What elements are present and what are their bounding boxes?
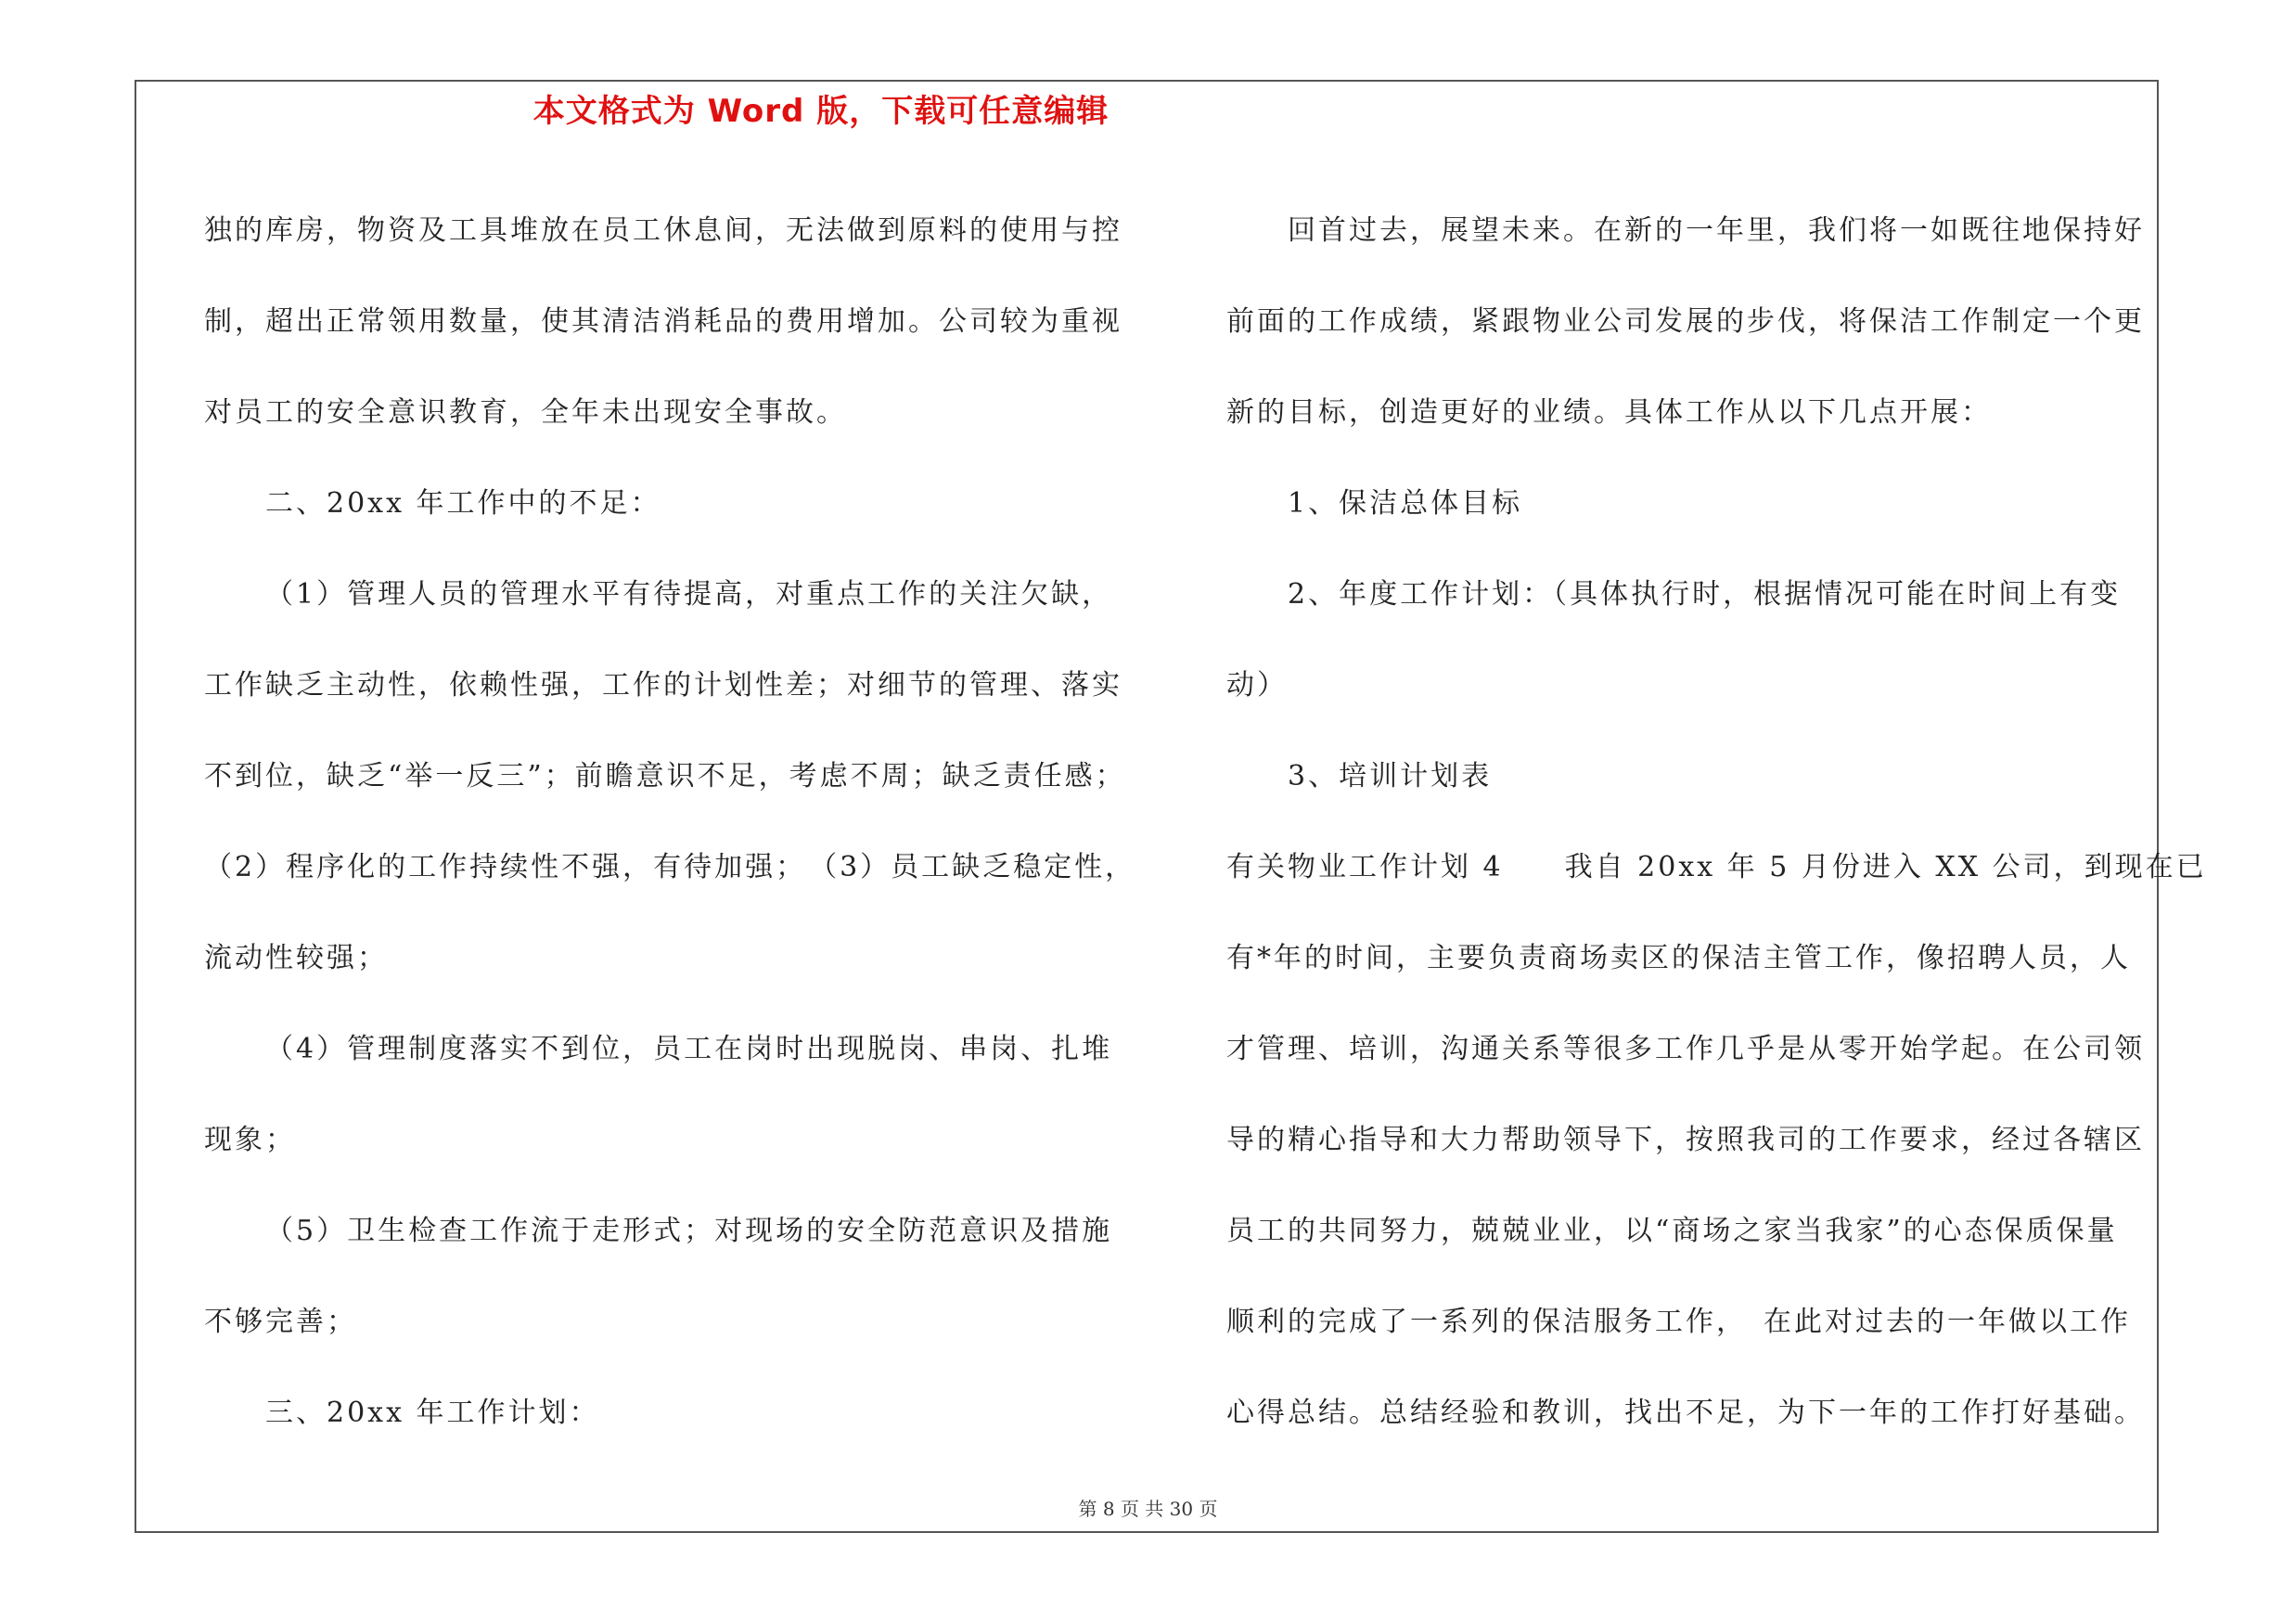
right-text-column [1226, 186, 2207, 1459]
right-column-text-line: 才管理、培训，沟通关系等很多工作几乎是从零开始学起。在公司领 [1226, 1033, 2145, 1065]
left-column-text-line: 独的库房，物资及工具堆放在员工休息间，无法做到原料的使用与控 [204, 214, 1122, 247]
left-column-text-line: 三、20xx 年工作计划： [265, 1397, 600, 1429]
left-column-text-line: 现象； [204, 1124, 296, 1156]
right-column-text-line: 员工的共同努力，兢兢业业，以“商场之家当我家”的心态保质保量 [1226, 1215, 2118, 1247]
left-column-text-line: 二、20xx 年工作中的不足： [265, 487, 661, 520]
right-column-text-line: 顺利的完成了一系列的保洁服务工作， 在此对过去的一年做以工作 [1226, 1306, 2131, 1338]
page-number-footer: 第 8 页 共 30 页 [1078, 1498, 1218, 1520]
right-column-text-line: 心得总结。总结经验和教训，找出不足，为下一年的工作打好基础。 [1226, 1397, 2145, 1429]
right-column-text-line: 3、培训计划表 [1288, 760, 1493, 792]
left-column-text-line: （5）卫生检查工作流于走形式；对现场的安全防范意识及措施 [265, 1215, 1113, 1247]
right-column-text-line: 新的目标，创造更好的业绩。具体工作从以下几点开展： [1226, 396, 1992, 429]
left-column-text-line: 不够完善； [204, 1306, 357, 1338]
right-column-text-line: 导的精心指导和大力帮助领导下，按照我司的工作要求，经过各辖区 [1226, 1124, 2145, 1156]
left-column-text-line: （4）管理制度落实不到位，员工在岗时出现脱岗、串岗、扎堆 [265, 1033, 1113, 1065]
left-column-text-line: 制，超出正常领用数量，使其清洁消耗品的费用增加。公司较为重视 [204, 305, 1122, 338]
left-column-text-line: 不到位，缺乏“举一反三”；前瞻意识不足，考虑不周；缺乏责任感； [204, 760, 1126, 792]
left-column-text-line: 对员工的安全意识教育，全年未出现安全事故。 [204, 396, 847, 429]
right-column-text-line: 有*年的时间，主要负责商场卖区的保洁主管工作，像招聘人员，人 [1226, 942, 2131, 974]
right-column-text-line: 前面的工作成绩，紧跟物业公司发展的步伐，将保洁工作制定一个更 [1226, 305, 2145, 338]
word-format-banner: 本文格式为 Word 版，下载可任意编辑 [532, 93, 1110, 130]
left-column-text-line: （2）程序化的工作持续性不强，有待加强； （3）员工缺乏稳定性， [204, 851, 1136, 883]
left-text-column [204, 186, 1141, 1459]
right-column-text-line: 2、年度工作计划：（具体执行时，根据情况可能在时间上有变 [1288, 578, 2122, 611]
right-column-text-line: 有关物业工作计划 4 我自 20xx 年 5 月份进入 XX 公司，到现在已 [1226, 851, 2207, 883]
right-column-text-line: 1、保洁总体目标 [1288, 487, 1523, 520]
right-column-text-line: 回首过去，展望未来。在新的一年里，我们将一如既往地保持好 [1288, 214, 2145, 247]
left-column-text-line: （1）管理人员的管理水平有待提高，对重点工作的关注欠缺， [265, 578, 1113, 611]
left-column-text-line: 流动性较强； [204, 942, 388, 974]
left-column-text-line: 工作缺乏主动性，依赖性强，工作的计划性差；对细节的管理、落实 [204, 669, 1122, 702]
right-column-text-line: 动） [1226, 669, 1288, 702]
